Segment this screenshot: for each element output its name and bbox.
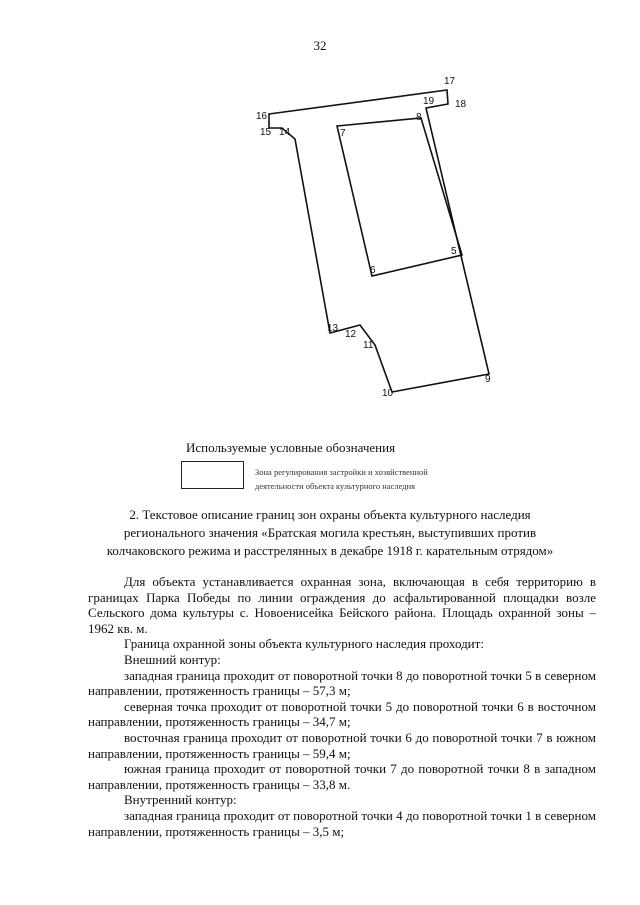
south-boundary-paragraph: южная граница проходит от поворотной точки 7 до поворотной точки 8 в западном направлении, протяженность границы – 33,8 м.: [88, 761, 596, 792]
inner-west-boundary-paragraph: западная граница проходит от поворотной точки 4 до поворотной точки 1 в северном направлении, протяженность границы – 3,5 м;: [88, 807, 596, 839]
point-label-19: 19: [423, 96, 435, 107]
point-label-13: 13: [327, 323, 339, 334]
legend-line-1: Зона регулирования застройки и хозяйственной: [255, 467, 428, 477]
legend-title: Используемые условные обозначения: [186, 440, 396, 455]
legend-line-2: деятельности объекта культурного наследия: [255, 481, 416, 491]
north-boundary-paragraph: северная точка проходит от поворотной точки 5 до поворотной точки 6 в восточном направлении, протяженность границы – 34,7 м;: [88, 698, 596, 730]
point-label-18: 18: [455, 99, 467, 110]
inner-contour-heading: Внутренний контур:: [124, 792, 237, 808]
boundary-intro-paragraph: Граница охранной зоны объекта культурного наследия проходит:: [124, 636, 484, 652]
point-label-14: 14: [279, 127, 291, 138]
point-label-9: 9: [485, 374, 491, 385]
boundary-plan-diagram: [0, 0, 640, 440]
point-label-11: 11: [363, 340, 374, 351]
west-boundary-paragraph: западная граница проходит от поворотной точки 8 до поворотной точки 5 в северном направлении, протяженность границы – 57,3 м;: [88, 667, 596, 699]
point-label-8: 8: [416, 112, 422, 123]
point-label-10: 10: [382, 388, 394, 399]
zone-description-paragraph: Для объекта устанавливается охранная зона, включающая в себя территорию в границах Парка Победы по линии ограждения до асфальтированной площадки возле Сельского дома культуры с. Новоенисейка Бейского района. Площадь охранной зоны – 1962 кв. м.: [88, 574, 596, 636]
section-title-line-3: колчаковского режима и расстрелянных в декабре 1918 г. карательным отрядом»: [106, 543, 554, 558]
point-label-12: 12: [345, 329, 357, 340]
outer-contour-heading: Внешний контур:: [124, 651, 221, 667]
body-text: [88, 574, 596, 839]
legend-swatch: [181, 461, 244, 489]
page-number: 32: [313, 38, 327, 53]
point-label-6: 6: [370, 265, 376, 276]
east-boundary-paragraph: восточная граница проходит от поворотной точки 6 до поворотной точки 7 в южном направлении, протяженность границы – 59,4 м;: [88, 729, 596, 761]
section-title-line-1: 2. Текстовое описание границ зон охраны объекта культурного наследия: [129, 507, 531, 522]
point-label-17: 17: [444, 76, 456, 87]
outer-contour: [269, 90, 489, 392]
point-label-15: 15: [260, 127, 272, 138]
point-label-5: 5: [451, 246, 457, 257]
inner-contour: [337, 118, 462, 276]
section-title-line-2: регионального значения «Братская могила крестьян, выступивших против: [123, 525, 537, 540]
point-label-16: 16: [256, 111, 268, 122]
legend-description: [255, 465, 428, 493]
point-label-7: 7: [340, 128, 346, 139]
section-title: [60, 506, 600, 560]
